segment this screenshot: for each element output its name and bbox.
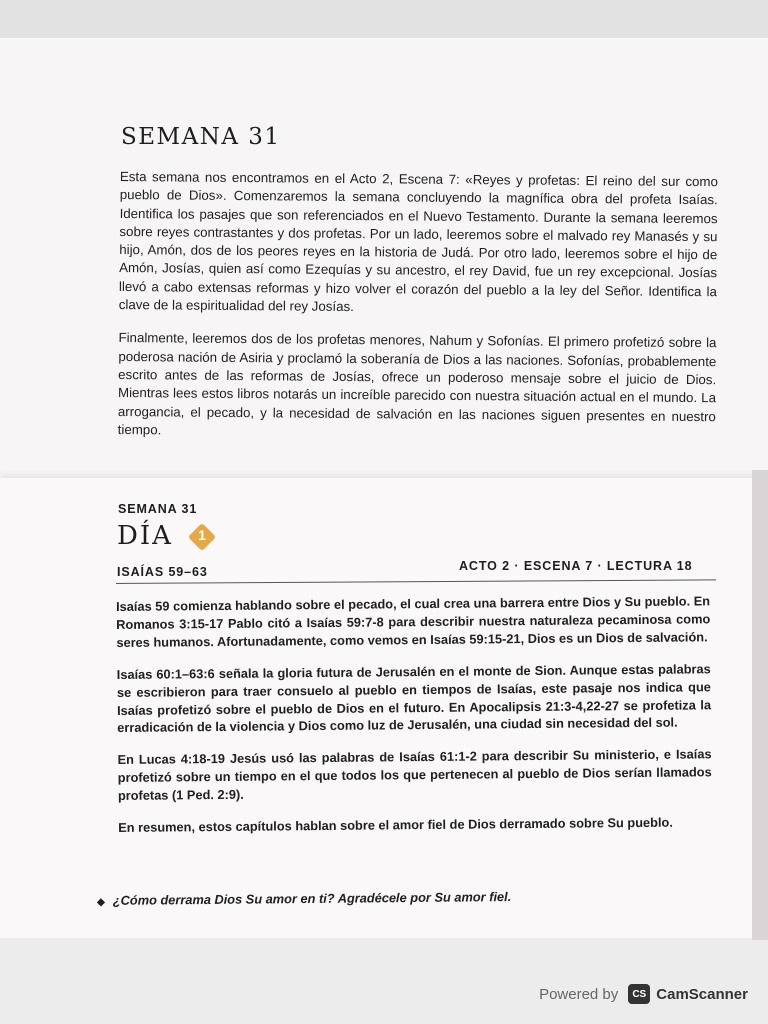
commentary-paragraph: Isaías 60:1–63:6 señala la gloria futura de Jerusalén en el monte de Sion. Aunque estas palabras se escribieron para traer consuelo al pueblo en tiempos de Isaías, este pasaje nos indica que Isaías profetizó sobre el pueblo de Dios en el futuro. En Apocalipsis 21:3-4,22-27 se profetiza la erradicación de la violencia y Dios como luz de Jerusalén, una ciudad sin necesidad del sol.	[116, 661, 712, 736]
question-text: ¿Cómo derrama Dios Su amor en ti? Agradécele por Su amor fiel.	[112, 889, 512, 908]
powered-by-text: Powered by	[539, 985, 619, 1003]
act-scene-reading: ACTO 2 · ESCENA 7 · LECTURA 18	[459, 559, 693, 573]
commentary-paragraph: En Lucas 4:18-19 Jesús usó las palabras de Isaías 61:1-2 para describir Su ministerio, e Isaías profetizó sobre un tiempo en el que todos los que pertenecen al pueblo de Dios serían llamados profetas (1 Ped. 2:9).	[117, 746, 712, 804]
day-commentary	[116, 592, 712, 837]
diamond-bullet-icon: ◆	[97, 896, 105, 908]
reading-reference: ISAÍAS 59–63	[117, 565, 208, 579]
day-week-label: SEMANA 31	[118, 502, 198, 516]
day-title: DÍA	[117, 521, 173, 551]
commentary-paragraph: En resumen, estos capítulos hablan sobre el amor fiel de Dios derramado sobre Su pueblo.	[118, 814, 673, 836]
week-introduction	[118, 168, 718, 444]
intro-paragraph: Finalmente, leeremos dos de los profetas menores, Nahum y Sofonías. El primero profetizó sobre la poderosa nación de Asiria y proclamó la soberanía de Dios a las naciones. Sofonías, probablemente escrito antes de las reformas de Josías, ofrece un poderoso mensaje sobre el juicio de Dios. Mientras lees estos libros notarás un increíble parecido con nuestra situación actual en el mundo. La arrogancia, el pecado, y la necesidad de salvación en las naciones siguen presentes en nuestro tiempo.	[117, 330, 717, 438]
day-number: 1	[198, 527, 206, 543]
intro-paragraph: Esta semana nos encontramos en el Acto 2, Escena 7: «Reyes y profetas: El reino del sur como pueblo de Dios». Comenzaremos la semana concluyendo la magnífica obra del profeta Isaías. Identifica los pasajes que son referenciados en el Nuevo Testamento. Durante la semana leeremos sobre reyes contrastantes y dos profetas. Por un lado, leeremos sobre el malvado rey Manasés y su hijo, Amón, dos de los peores reyes en la historia de Judá. Por otro lado, leeremos sobre el hijo de Amón, Josías, quien así como Ezequías y su ancestro, el rey David, fue un rey excepcional. Josías llevó a cabo extensas reformas y hizo volver el corazón del pueblo a la ley del Señor. Identifica la clave de la espiritualidad del rey Josías.	[118, 168, 718, 315]
commentary-paragraph: Isaías 59 comienza hablando sobre el pecado, el cual crea una barrera entre Dios y Su pueblo. En Romanos 3:15-17 Pablo citó a Isaías 59:7-8 para describir nuestra naturaleza pecaminosa como seres humanos. Afortunadamente, como vemos en Isaías 59:15-21, Dios es un Dios de salvación.	[116, 593, 711, 650]
camscanner-logo-icon: CS	[628, 984, 650, 1004]
camscanner-brand: CamScanner	[656, 985, 748, 1003]
page-edge-shadow	[752, 470, 768, 940]
scanner-watermark	[539, 984, 748, 1004]
day-number-badge	[188, 523, 216, 551]
week-title: SEMANA 31	[121, 124, 281, 150]
scan-top-band	[0, 0, 768, 40]
